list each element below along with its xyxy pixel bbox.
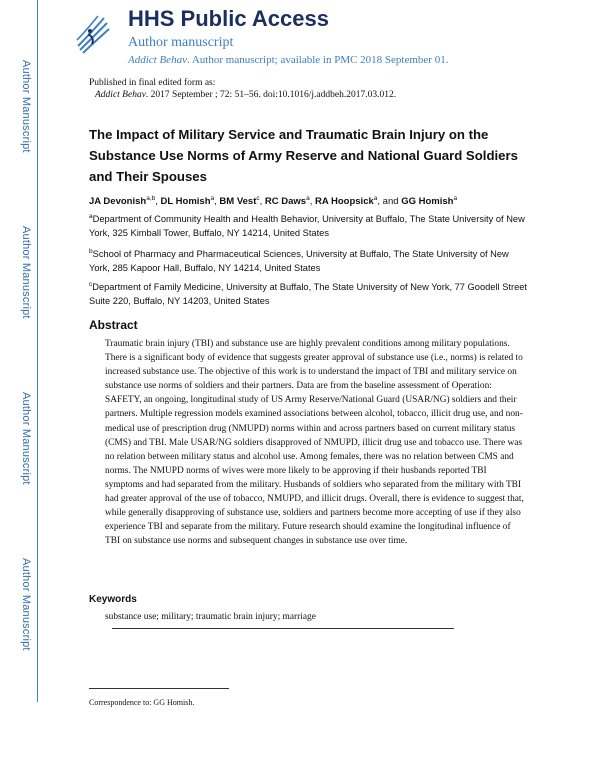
publication-citation xyxy=(95,90,396,100)
author-name: DL Homish xyxy=(160,196,211,208)
author-list xyxy=(89,195,457,207)
abstract-heading: Abstract xyxy=(89,318,138,332)
keywords-divider xyxy=(112,628,454,629)
author-affiliation-mark: a xyxy=(373,195,378,202)
author-affiliation-mark: a xyxy=(306,195,310,202)
affiliation xyxy=(89,210,529,240)
hhs-eagle-logo-icon xyxy=(74,10,112,56)
author-name: JA Devonish xyxy=(89,196,147,208)
availability-text: . Author manuscript; available in PMC 2018 September 01. xyxy=(186,54,449,66)
journal-name: Addict Behav xyxy=(95,90,146,100)
side-label: Author Manuscript xyxy=(20,226,32,319)
side-label: Author Manuscript xyxy=(20,60,32,153)
footnote-correspondence: Correspondence to: GG Homish. xyxy=(89,698,195,707)
affiliation xyxy=(89,245,529,275)
author-affiliation-mark: a,b xyxy=(146,195,156,202)
side-rule xyxy=(37,0,38,702)
author-affiliation-mark: a xyxy=(210,195,215,202)
author-separator: , xyxy=(155,196,161,208)
affiliation-mark: a xyxy=(89,213,93,220)
footnote-divider xyxy=(89,688,229,689)
affiliation xyxy=(89,278,529,308)
keywords-text: substance use; military; traumatic brain injury; marriage xyxy=(105,612,316,622)
author-affiliation-mark: c xyxy=(256,195,260,202)
side-label: Author Manuscript xyxy=(20,558,32,651)
keywords-heading: Keywords xyxy=(89,594,137,605)
affiliation-text: Department of Family Medicine, University at Buffalo, The State University of New York, 77 Goodell Street Suite 220, Buffalo, NY 14203, United States xyxy=(89,282,527,307)
header-subtitle: Author manuscript xyxy=(128,35,234,50)
affiliation-mark: b xyxy=(89,248,93,255)
affiliation-text: Department of Community Health and Health Behavior, University at Buffalo, The State University of New York, 325 Kimball Tower, Buffalo, NY 14214, United States xyxy=(89,214,525,239)
header-citation xyxy=(128,54,448,66)
journal-name: Addict Behav xyxy=(128,54,187,66)
author-separator: , xyxy=(214,196,220,208)
author-name: BM Vest xyxy=(219,196,257,208)
author-separator: , xyxy=(309,196,315,208)
abstract-text: Traumatic brain injury (TBI) and substance use are highly prevalent conditions among military populations. There is a significant body of evidence that suggests greater approval of substance use (i.e., norms) is related to increased substance use. The objective of this work is to understand the impact of TBI and military service on substance use norms of soldiers and their partners. Data are from the baseline assessment of Operation: SAFETY, an ongoing, longitudinal study of US Army Reserve/National Guard (USAR/NG) soldiers and their partners. Multiple regression models examined associations between alcohol, tobacco, illicit drug use, and non-medical use of prescription drug (NMUPD) norms within and across partners based on current military status (CMS) and TBI. Male USAR/NG soldiers disapproved of NMUPD, illicit drug use and tobacco use. There was no relation between military status and alcohol use. Among females, there was no relation between CMS and norms. The NMUPD norms of wives were more likely to be approving if their husbands reported TBI symptoms and had separated from the military. Husbands of soldiers who separated from the military with TBI had greater approval of the use of tobacco, NMUPD, and illicit drugs. Overall, there is evidence to suggest that, while generally disapproving of substance use, soldiers and partners become more accepting of use if they also experience TBI and separate from the military. Future research should examine the longitudinal influence of TBI on substance use norms and subsequent changes in substance use over time. xyxy=(105,339,524,547)
published-label: Published in final edited form as: xyxy=(89,78,216,88)
affiliation-text: School of Pharmacy and Pharmaceutical Sciences, University at Buffalo, The State University of New York, 285 Kapoor Hall, Buffalo, NY 14214, United States xyxy=(89,249,509,274)
paper-title: The Impact of Military Service and Traumatic Brain Injury on the Substance Use Norms of Army Reserve and National Guard Soldiers and Their Spouses xyxy=(89,127,518,184)
author-separator: , and xyxy=(377,196,402,208)
side-label: Author Manuscript xyxy=(20,392,32,485)
citation-text: . 2017 September ; 72: 51–56. doi:10.1016/j.addbeh.2017.03.012. xyxy=(145,90,397,100)
author-name: GG Homish xyxy=(401,196,454,208)
author-name: RC Daws xyxy=(264,196,307,208)
author-separator: , xyxy=(259,196,265,208)
header-title: HHS Public Access xyxy=(128,6,329,31)
author-name: RA Hoopsick xyxy=(315,196,374,208)
author-affiliation-mark: a xyxy=(453,195,458,202)
affiliation-mark: c xyxy=(89,281,93,288)
